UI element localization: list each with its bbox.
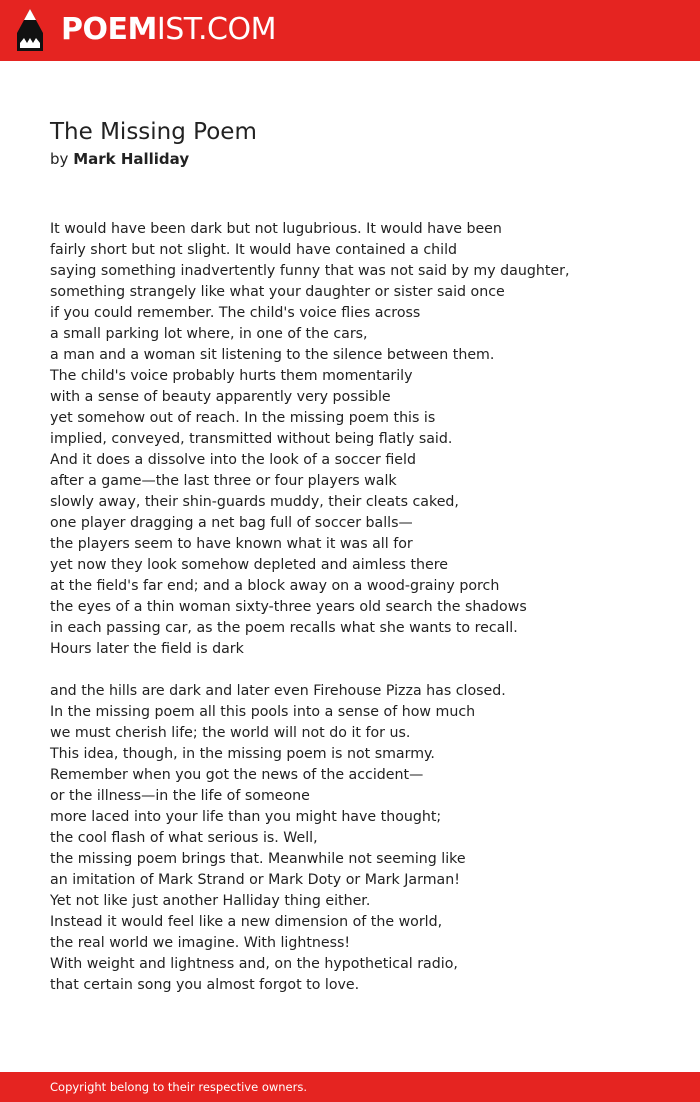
- poem-line: saying something inadvertently funny that was not said by my daughter,: [50, 263, 570, 279]
- poem-line: or the illness—in the life of someone: [50, 788, 310, 804]
- poem-title: The Missing Poem: [50, 119, 257, 145]
- author-name: Mark Halliday: [73, 150, 190, 168]
- byline: [50, 149, 189, 169]
- poem-line: slowly away, their shin-guards muddy, their cleats caked,: [50, 494, 459, 510]
- poem-line: Hours later the field is dark: [50, 641, 244, 657]
- poem-line: implied, conveyed, transmitted without being flatly said.: [50, 431, 453, 447]
- poem-body: [50, 219, 670, 1017]
- poem-line: It would have been dark but not lugubrious. It would have been: [50, 221, 502, 237]
- poem-line: the cool flash of what serious is. Well,: [50, 830, 318, 846]
- site-logo[interactable]: [61, 12, 276, 48]
- poem-line: an imitation of Mark Strand or Mark Doty or Mark Jarman!: [50, 872, 460, 888]
- poem-line: in each passing car, as the poem recalls what she wants to recall.: [50, 620, 518, 636]
- poem-line: yet now they look somehow depleted and aimless there: [50, 557, 448, 573]
- poem-line: the eyes of a thin woman sixty-three years old search the shadows: [50, 599, 527, 615]
- poem-line: with a sense of beauty apparently very possible: [50, 389, 391, 405]
- poem-line: fairly short but not slight. It would have contained a child: [50, 242, 458, 258]
- poem-line: we must cherish life; the world will not do it for us.: [50, 725, 411, 741]
- poem-line: yet somehow out of reach. In the missing poem this is: [50, 410, 436, 426]
- logo-light-text: IST.COM: [156, 12, 276, 47]
- poem-line: and the hills are dark and later even Firehouse Pizza has closed.: [50, 683, 506, 699]
- poem-line: that certain song you almost forgot to love.: [50, 977, 360, 993]
- poem-line: the missing poem brings that. Meanwhile not seeming like: [50, 851, 466, 867]
- poem-line: Yet not like just another Halliday thing either.: [50, 893, 371, 909]
- poem-line: the players seem to have known what it was all for: [50, 536, 413, 552]
- copyright-notice: Copyright belong to their respective owners.: [50, 1080, 308, 1094]
- poem-line: something strangely like what your daughter or sister said once: [50, 284, 505, 300]
- poem-line: after a game—the last three or four players walk: [50, 473, 397, 489]
- poem-line: if you could remember. The child's voice flies across: [50, 305, 421, 321]
- byline-prefix: by: [50, 150, 69, 168]
- poem-line: one player dragging a net bag full of soccer balls—: [50, 515, 413, 531]
- poem-line: the real world we imagine. With lightness!: [50, 935, 351, 951]
- site-header: [0, 0, 700, 61]
- poem-line: The child's voice probably hurts them momentarily: [50, 368, 413, 384]
- poem-line: a small parking lot where, in one of the cars,: [50, 326, 368, 342]
- poem-line: With weight and lightness and, on the hypothetical radio,: [50, 956, 458, 972]
- poem-stanza: [50, 681, 670, 996]
- poem-line: This idea, though, in the missing poem is not smarmy.: [50, 746, 435, 762]
- poem-line: Instead it would feel like a new dimension of the world,: [50, 914, 443, 930]
- poem-line: Remember when you got the news of the accident—: [50, 767, 424, 783]
- site-footer: [0, 1072, 700, 1102]
- pencil-icon[interactable]: [17, 9, 43, 51]
- poem-line: In the missing poem all this pools into a sense of how much: [50, 704, 476, 720]
- logo-bold-text: POEM: [61, 12, 157, 47]
- poem-line: And it does a dissolve into the look of a soccer field: [50, 452, 416, 468]
- poem-line: more laced into your life than you might have thought;: [50, 809, 442, 825]
- poem-line: at the field's far end; and a block away on a wood-grainy porch: [50, 578, 500, 594]
- poem-stanza: [50, 219, 670, 660]
- poem-line: a man and a woman sit listening to the silence between them.: [50, 347, 495, 363]
